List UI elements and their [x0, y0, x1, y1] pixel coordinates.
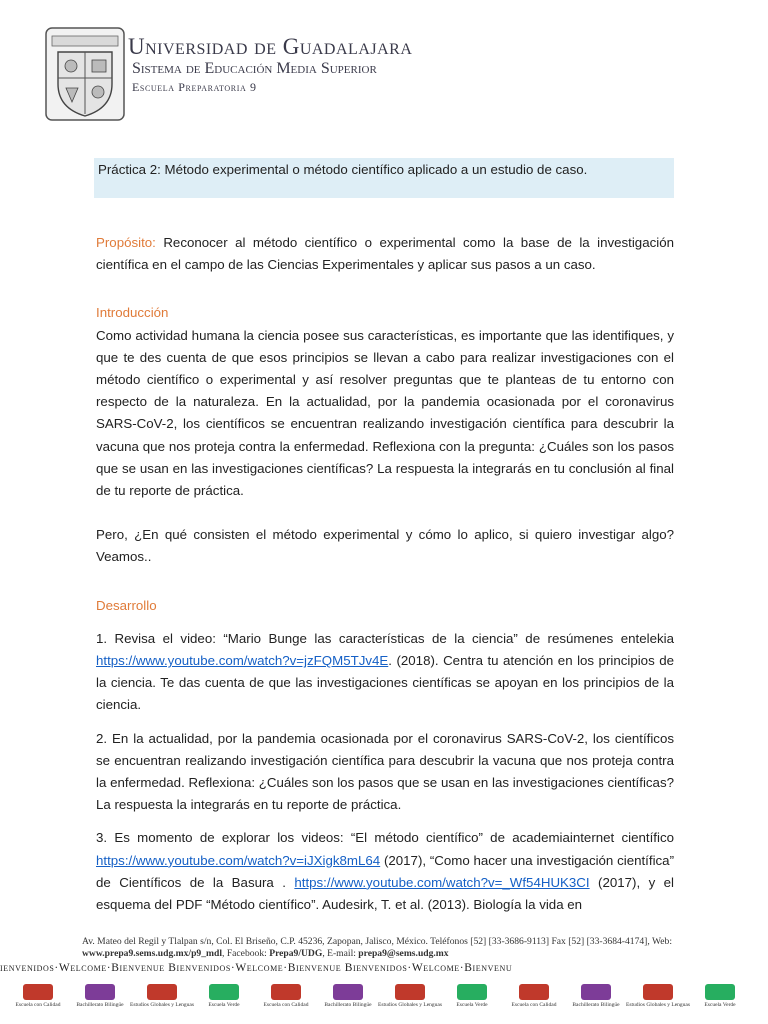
university-name: Universidad de Guadalajara: [128, 34, 413, 59]
logo-mark-icon: [333, 984, 363, 1000]
logo-text: Estudios Globales y Lenguas: [130, 1002, 195, 1008]
footer-logo: [378, 978, 443, 1014]
welcome-banner: ienvenidos·Welcome·Bienvenue Bienvenidos·Welcome·Bienvenue Bienvenidos·Welcome·Bienvenu: [0, 962, 513, 974]
footer-logo: [196, 978, 252, 1014]
footer-logo: [444, 978, 500, 1014]
logo-text: Escuela Verde: [704, 1002, 736, 1008]
document-body: [96, 232, 674, 916]
school-name: Escuela Preparatoria 9: [132, 80, 257, 94]
logo-mark-icon: [519, 984, 549, 1000]
footer-logo: [10, 978, 66, 1014]
footer-facebook-link[interactable]: Prepa9/UDG: [269, 948, 323, 959]
logo-text: Escuela Verde: [456, 1002, 488, 1008]
system-name: Sistema de Educación Media Superior: [132, 60, 377, 77]
footer-logos: [0, 976, 768, 1016]
logo-text: Bachillerato Bilingüe: [324, 1002, 372, 1008]
item1-text-b: . (2018). Centra tu atención en los principios de la ciencia. Te das cuenta de que las investigaciones científicas se apoyan en los principios de la ciencia.: [96, 653, 674, 713]
video-link-bunge[interactable]: https://www.youtube.com/watch?v=jzFQM5TJv4E: [96, 653, 389, 669]
footer-logo: [506, 978, 562, 1014]
footer-address: [82, 936, 692, 960]
footer-logo: [258, 978, 314, 1014]
practice-title: Práctica 2: Método experimental o método científico aplicado a un estudio de caso.: [94, 158, 674, 198]
video-link-academiainternet[interactable]: https://www.youtube.com/watch?v=iJXigk8mL64: [96, 852, 381, 868]
address-text: Av. Mateo del Regil y Tlalpan s/n, Col. El Briseño, C.P. 45236, Zapopan, Jalisco, México. Teléfonos [52] [33-3686-9113] Fax [52] [33-3684-4174], Web:: [82, 936, 672, 947]
university-crest-icon: [44, 26, 126, 122]
logo-text: Escuela con Calidad: [263, 1002, 309, 1008]
footer-email-link[interactable]: prepa9@sems.udg.mx: [358, 948, 449, 959]
logo-mark-icon: [457, 984, 487, 1000]
logo-text: Bachillerato Bilingüe: [76, 1002, 124, 1008]
item1-text-a: 1. Revisa el video: “Mario Bunge las características de la ciencia” de resúmenes entelekia: [96, 630, 674, 646]
facebook-label: , Facebook:: [222, 948, 270, 959]
logo-text: Escuela Verde: [208, 1002, 240, 1008]
video-link-cientificos-basura[interactable]: https://www.youtube.com/watch?v=_Wf54HUK3CI: [294, 874, 590, 890]
intro-heading: Introducción: [96, 305, 169, 321]
footer-logo: [568, 978, 624, 1014]
purpose-text: Reconocer al método científico o experimental como la base de la investigación científica en el campo de las Ciencias Experimentales y aplicar sus pasos a un caso.: [96, 235, 674, 273]
logo-mark-icon: [147, 984, 177, 1000]
development-item-1: [96, 628, 674, 717]
development-item-2: 2. En la actualidad, por la pandemia ocasionada por el coronavirus SARS-CoV-2, los científicos se encuentran realizando investigación científica para descubrir la vacuna que nos proteja contra la enfermedad. Reflexiona: ¿Cuáles son los pasos que se usan en las investigaciones científicas? La respuesta la integrarás en tu reporte de práctica.: [96, 730, 674, 813]
footer-logo: [320, 978, 376, 1014]
purpose-paragraph: [96, 232, 674, 276]
logo-mark-icon: [705, 984, 735, 1000]
intro-body: Como actividad humana la ciencia posee sus características, es importante que las identifiques, y que te des cuenta de que esos principios se llevan a cabo para realizar investigaciones con el método científico o experimental y así resolver preguntas que te planteas de tu entorno con respecto de la naturaleza. En la actualidad, por la pandemia ocasionada por el coronavirus SARS-CoV-2, los científicos se encuentran realizando investigación científica para descubrir la vacuna que nos proteja contra la enfermedad. Reflexiona con la pregunta: ¿Cuáles son los pasos que se usan en las investigaciones científicas? La respuesta la integrarás en tu conclusión al final de tu reporte de práctica.: [96, 327, 674, 499]
item3-text-b: (2017), “Como hacer una investigación científica” de Científicos de la Basura .: [96, 852, 674, 890]
footer-logo: [626, 978, 691, 1014]
item3-text-c: (2017), y el esquema del PDF “Método científico”. Audesirk, T. et al. (2013). Biología la vida en: [96, 874, 674, 913]
logo-text: Escuela con Calidad: [511, 1002, 557, 1008]
footer-logo: [692, 978, 748, 1014]
logo-mark-icon: [85, 984, 115, 1000]
footer-logo: [72, 978, 128, 1014]
logo-text: Estudios Globales y Lenguas: [378, 1002, 443, 1008]
logo-mark-icon: [643, 984, 673, 1000]
logo-mark-icon: [581, 984, 611, 1000]
development-heading: Desarrollo: [96, 597, 157, 613]
logo-mark-icon: [271, 984, 301, 1000]
logo-text: Escuela con Calidad: [15, 1002, 61, 1008]
logo-mark-icon: [395, 984, 425, 1000]
email-label: , E-mail:: [322, 948, 359, 959]
logo-mark-icon: [23, 984, 53, 1000]
footer-logo: [130, 978, 195, 1014]
purpose-label: Propósito:: [96, 235, 156, 250]
development-item-3: [96, 827, 674, 916]
logo-mark-icon: [209, 984, 239, 1000]
logo-text: Bachillerato Bilingüe: [572, 1002, 620, 1008]
letterhead: [40, 22, 440, 122]
intro-question: Pero, ¿En qué consisten el método experimental y cómo lo aplico, si quiero investigar algo? Veamos..: [96, 527, 674, 565]
item3-text-a: 3. Es momento de explorar los videos: “El método científico” de academiainternet científico: [96, 830, 674, 846]
footer-web-link[interactable]: www.prepa9.sems.udg.mx/p9_mdl: [82, 948, 223, 959]
logo-text: Estudios Globales y Lenguas: [626, 1002, 691, 1008]
